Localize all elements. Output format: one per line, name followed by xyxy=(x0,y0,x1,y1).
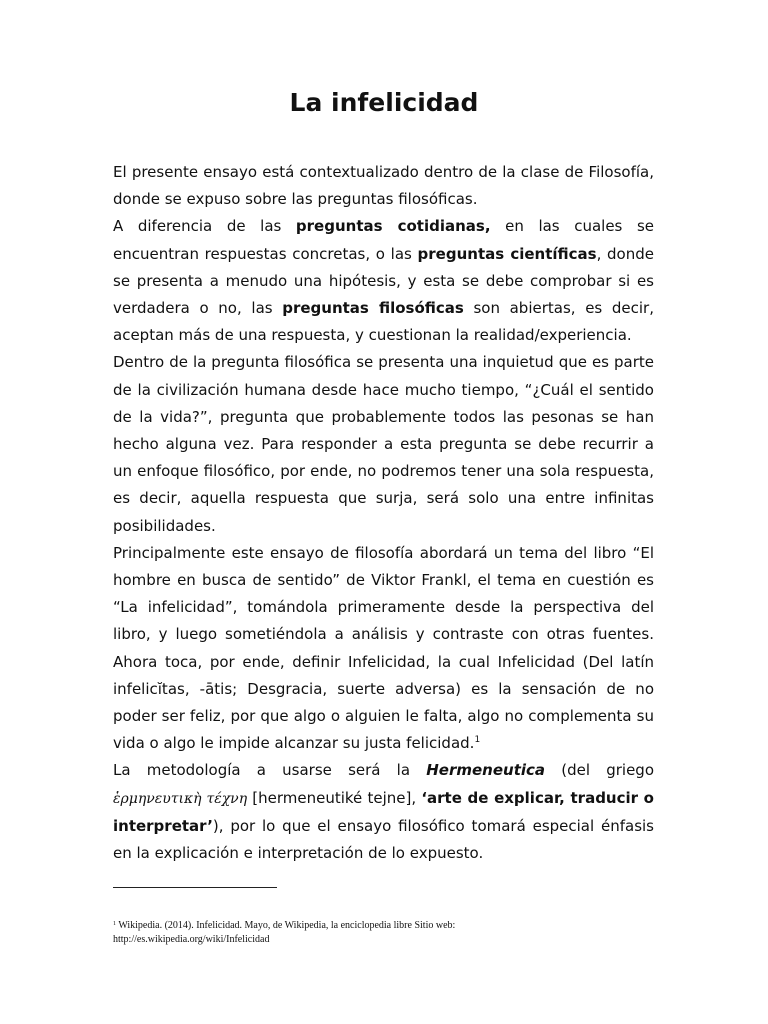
footnote-url: http://es.wikipedia.org/wiki/Infelicidad xyxy=(113,934,270,945)
footnote-reference: 1 xyxy=(474,735,481,746)
term-philosophical-questions: preguntas filosóficas xyxy=(282,299,464,318)
term-everyday-questions: preguntas cotidianas, xyxy=(295,217,491,236)
paragraph-methodology xyxy=(113,757,654,867)
paragraph-frankl xyxy=(113,540,654,758)
text-span: son abiertas, es decir, aceptan más de una respuesta, y cuestionan la realidad/experiencia. xyxy=(113,299,654,345)
paragraph-meaning-of-life: Dentro de la pregunta filosófica se presenta una inquietud que es parte de la civilización humana desde hace mucho tiempo, “¿Cuál el sentido de la vida?”, pregunta que probablemente todos las pesonas se han hecho alguna vez. Para responder a esta pregunta se debe recurrir a un enfoque filosófico, por ende, no podremos tener una sola respuesta, es decir, aquella respuesta que surja, será solo una entre infinitas posibilidades. xyxy=(113,353,654,535)
footnote xyxy=(113,919,654,947)
footnote-citation: Wikipedia. (2014). Infelicidad. Mayo, de Wikipedia, la enciclopedia libre Sitio web: xyxy=(116,920,456,931)
text-span: (del griego xyxy=(545,761,654,780)
text-span: , donde se presenta a menudo una hipótesis, y esta se debe comprobar si es verdadera o no, las xyxy=(113,244,654,318)
footnote-line xyxy=(113,919,654,933)
text-span: La metodología a usarse será la xyxy=(113,761,427,780)
term-scientific-questions: preguntas científicas xyxy=(417,244,597,263)
text-span: en las cuales se encuentran respuestas concretas, o las xyxy=(113,217,654,263)
text-span: [hermeneutiké tejne], xyxy=(247,788,422,807)
document-title: La infelicidad xyxy=(289,88,479,117)
term-definition: ‘arte de explicar, traducir o interpretar’ xyxy=(113,788,654,835)
paragraph-intro: El presente ensayo está contextualizado dentro de la clase de Filosofía, donde se expuso sobre las preguntas filosóficas. xyxy=(113,163,654,209)
text-span: ), por lo que el ensayo filosófico tomará especial énfasis en la explicación e interpretación de lo expuesto. xyxy=(113,816,654,863)
text-span: Principalmente este ensayo de filosofía abordará un tema del libro “El hombre en busca de sentido” de Viktor Frankl, el tema en cuestión es “La infelicidad”, tomándola primeramente desde la perspectiva del libro, y luego sometiéndola a análisis y contraste con otras fuentes. Ahora toca, por ende, definir Infelicidad, la cual Infelicidad (Del latín infelicĭtas, -ātis; Desgracia, suerte adversa) es la sensación de no poder ser feliz, por que algo o alguien le falta, algo no complementa su vida o algo le impide alcanzar su justa felicidad. xyxy=(113,543,654,753)
greek-term: ἑρμηνευτικὴ τέχνη xyxy=(113,790,248,807)
text-span: A diferencia de las xyxy=(113,217,296,236)
footnote-number: 1 xyxy=(113,921,116,927)
essay-body xyxy=(113,159,654,867)
term-hermeneutica: Hermeneutica xyxy=(426,761,546,780)
paragraph-question-types xyxy=(113,213,654,349)
footnote-separator xyxy=(113,887,277,888)
